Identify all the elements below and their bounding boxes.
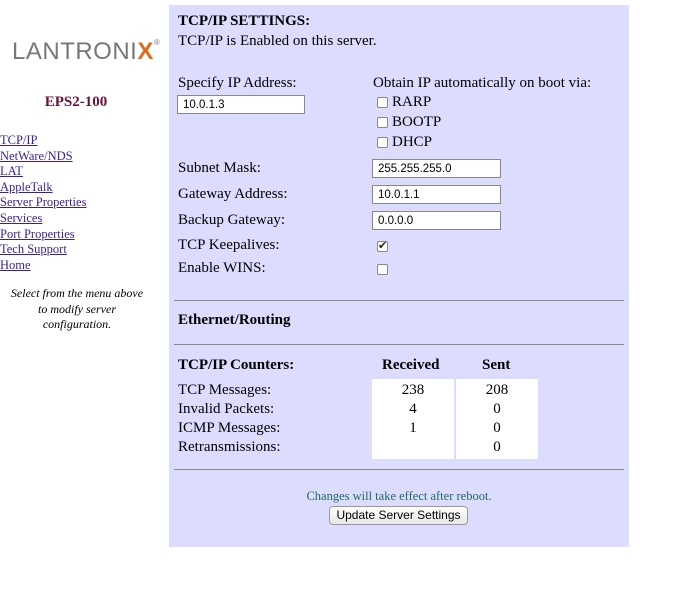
nav-netware-nds[interactable]: NetWare/NDS (0, 148, 73, 163)
received-header: Received (382, 357, 440, 373)
ethernet-routing-heading: Ethernet/Routing (178, 312, 291, 328)
sent-value: 0 (493, 439, 501, 455)
wins-checkbox[interactable] (377, 264, 388, 275)
bootp-option: BOOTP (377, 114, 441, 131)
divider (174, 344, 624, 345)
reboot-notice: Changes will take effect after reboot. (306, 489, 492, 503)
received-value: 1 (409, 420, 417, 436)
nav-tech-support[interactable]: Tech Support (0, 242, 67, 257)
divider (174, 469, 624, 470)
lantronix-logo: LANTRONIX® (12, 38, 161, 65)
tcpip-status: TCP/IP is Enabled on this server. (178, 33, 377, 49)
settings-panel (169, 5, 629, 547)
page-title: TCP/IP SETTINGS: (178, 13, 311, 29)
obtain-ip-label: Obtain IP automatically on boot via: (373, 75, 592, 91)
received-value: 4 (409, 401, 417, 417)
wins-label: Enable WINS: (178, 260, 266, 276)
row-label: Retransmissions: (178, 439, 281, 455)
sidebar-nav (0, 133, 152, 273)
nav-tcpip[interactable]: TCP/IP (0, 133, 38, 147)
sent-value: 208 (485, 382, 509, 398)
nav-services[interactable]: Services (0, 210, 43, 225)
sent-header: Sent (482, 357, 511, 373)
dhcp-checkbox[interactable] (377, 137, 388, 148)
divider (174, 300, 624, 301)
nav-server-properties[interactable]: Server Properties (0, 195, 87, 210)
nav-home[interactable]: Home (0, 257, 31, 272)
rarp-option: RARP (377, 94, 431, 111)
ip-label: Specify IP Address: (178, 75, 297, 91)
row-label: Invalid Packets: (178, 401, 275, 417)
gateway-label: Gateway Address: (178, 186, 288, 202)
row-label: TCP Messages: (178, 382, 272, 398)
nav-appletalk[interactable]: AppleTalk (0, 179, 53, 194)
keepalive-label: TCP Keepalives: (178, 237, 280, 253)
rarp-checkbox[interactable] (377, 97, 388, 108)
ip-address-input[interactable]: 10.0.1.3 (177, 95, 305, 114)
dhcp-option: DHCP (377, 134, 432, 151)
counters-heading: TCP/IP Counters: (178, 357, 295, 373)
received-value: 238 (401, 382, 425, 398)
server-model: EPS2-100 (44, 94, 108, 110)
backup-gateway-label: Backup Gateway: (178, 212, 286, 228)
keepalive-checkbox[interactable] (377, 241, 388, 252)
subnet-label: Subnet Mask: (178, 160, 261, 176)
backup-gateway-input[interactable]: 0.0.0.0 (372, 211, 501, 230)
nav-lat[interactable]: LAT (0, 164, 23, 179)
row-label: ICMP Messages: (178, 420, 281, 436)
subnet-mask-input[interactable]: 255.255.255.0 (372, 159, 501, 178)
sent-value: 0 (493, 420, 501, 436)
gateway-address-input[interactable]: 10.0.1.1 (372, 185, 501, 204)
bootp-checkbox[interactable] (377, 117, 388, 128)
nav-port-properties[interactable]: Port Properties (0, 226, 75, 241)
update-server-settings-button[interactable]: Update Server Settings (329, 506, 468, 525)
sidebar-hint: Select from the menu above to modify server configuration. (10, 286, 144, 331)
sent-value: 0 (493, 401, 501, 417)
